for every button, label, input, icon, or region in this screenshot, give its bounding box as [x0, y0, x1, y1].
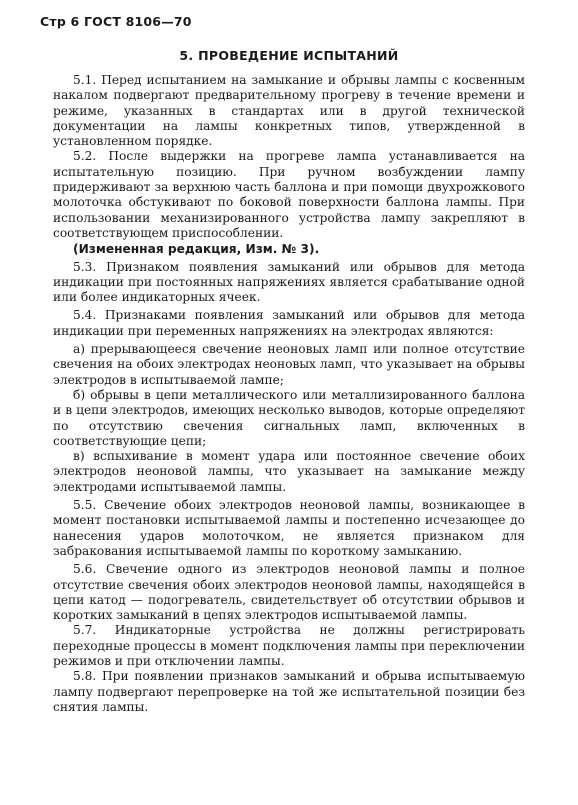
paragraph-5-4-c: в) вспыхивание в момент удара или постоянное свечение обоих электродов неоновой лампы, что указывает на замыкание между электродами испытываемой лампы.	[53, 449, 525, 494]
paragraph-5-4: 5.4. Признаками появления замыканий или обрывов для метода индикации при переменных напряжениях на электродах являются:	[53, 308, 525, 338]
paragraph-5-4-b: б) обрывы в цепи металлического или металлизированного баллона и в цепи электродов, имеющих несколько выводов, которые определяют по отсутствию свечения сигнальных ламп, включенных в соответствующие цепи;	[53, 387, 525, 448]
paragraph-5-1: 5.1. Перед испытанием на замыкание и обрывы лампы с косвенным накалом подвергают предварительному прогреву в течение времени и режиме, указанных в стандартах или в другой технической документации на лампы конкретных типов, утвержденной в установленном порядке.	[53, 73, 525, 149]
document-body	[53, 73, 525, 715]
section-title: 5. ПРОВЕДЕНИЕ ИСПЫТАНИЙ	[179, 48, 399, 63]
paragraph-5-8: 5.8. При появлении признаков замыканий и обрыва испытываемую лампу подвергают перепроверке на той же испытательной позиции без снятия лампы.	[53, 669, 525, 714]
paragraph-5-3: 5.3. Признаком появления замыканий или обрывов для метода индикации при постоянных напряжениях является срабатывание одной или более индикаторных ячеек.	[53, 259, 525, 305]
paragraph-5-5: 5.5. Свечение обоих электродов неоновой лампы, возникающее в момент постановки испытываемой лампы и постепенно исчезающее до нанесения ударов молоточком, не является признаком для забракования испытываемой лампы по короткому замыканию.	[53, 498, 525, 558]
paragraph-5-4-a: а) прерывающееся свечение неоновых ламп или полное отсутствие свечения на обоих электродах неоновых ламп, что указывает на обрывы электродов в испытываемой лампе;	[53, 342, 525, 387]
paragraph-5-2: 5.2. После выдержки на прогреве лампа устанавливается на испытательную позицию. При ручном возбуждении лампу придерживают за верхнюю часть баллона и при помощи двухрожкового молоточка обстукивают по боковой поверхности баллона лампы. При использовании механизированного устройства лампу закрепляют в соответствующем приспособлении.	[53, 149, 525, 240]
paragraph-5-7: 5.7. Индикаторные устройства не должны регистрировать переходные процессы в момент подключения лампы при переключении режимов и при отключении лампы.	[53, 623, 525, 668]
amendment-note: (Измененная редакция, Изм. № 3).	[73, 242, 320, 257]
page-header: Стр 6 ГОСТ 8106—70	[40, 14, 192, 29]
paragraph-5-6: 5.6. Свечение одного из электродов неоновой лампы и полное отсутствие свечения обоих электродов неоновой лампы, находящейся в цепи катод — подогреватель, свидетельствует об отсутствии обрывов и коротких замыканий в цепях электродов испытываемой лампы.	[53, 562, 525, 623]
